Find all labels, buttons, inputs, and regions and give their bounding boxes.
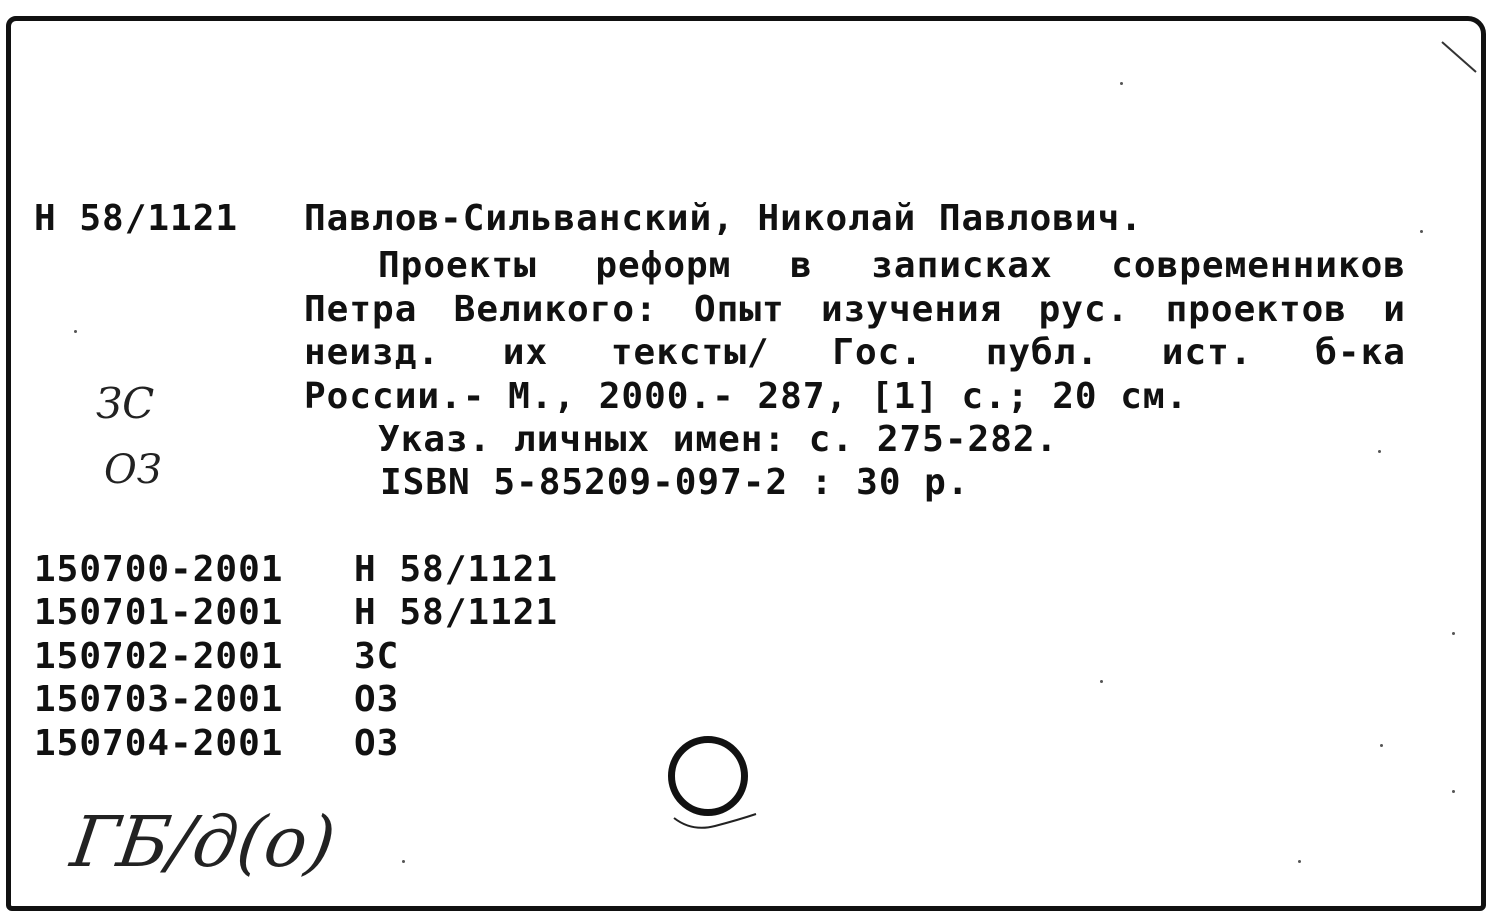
scan-speck [1420, 230, 1423, 233]
scan-speck [1452, 632, 1455, 635]
title-word: реформ [595, 245, 732, 286]
title-word: Петра [304, 289, 418, 330]
scan-speck [1100, 680, 1103, 683]
index-note: Указ. личных имен: с. 275-282. [378, 419, 1059, 460]
title-word: Гос. [832, 332, 923, 373]
holding-number: 150703-2001 [34, 679, 284, 720]
isbn-price: ISBN 5-85209-097-2 : 30 р. [380, 462, 970, 503]
imprint: России.- М., 2000.- 287, [1] с.; 20 см. [304, 376, 1189, 417]
holding-number: 150701-2001 [34, 592, 284, 633]
title-word: неизд. [304, 332, 441, 373]
title-word: изучения [820, 289, 1003, 330]
handwritten-bottom-note: ГБ/д(о) [66, 801, 341, 883]
scan-speck [1120, 82, 1123, 85]
title-word: рус. [1038, 289, 1130, 330]
title-word: записках [871, 245, 1053, 286]
handwritten-dept-zs: ЗС [96, 379, 155, 428]
holding-number: 150704-2001 [34, 723, 284, 764]
author-heading: Павлов-Сильванский, Николай Павлович. [304, 198, 1143, 239]
title-line-2 [304, 288, 1406, 331]
title-word: Проекты [378, 245, 537, 286]
title-word: и [1383, 289, 1406, 330]
scan-speck [1378, 450, 1381, 453]
holding-number: 150702-2001 [34, 636, 284, 677]
title-word: их [502, 332, 549, 373]
scan-speck [1452, 790, 1455, 793]
title-word: современников [1111, 245, 1406, 286]
corner-scratch [1440, 40, 1480, 80]
title-word: Великого: [453, 289, 658, 330]
scan-speck [74, 330, 77, 333]
title-word: б-ка [1315, 332, 1406, 373]
holding-location: ОЗ [354, 679, 400, 720]
call-number: Н 58/1121 [34, 198, 239, 239]
holding-number: 150700-2001 [34, 549, 284, 590]
title-word: в [789, 245, 813, 286]
title-line-3 [304, 331, 1406, 374]
title-word: проектов [1165, 289, 1347, 330]
handwritten-dept-oz: ОЗ [104, 447, 162, 493]
holding-location: ОЗ [354, 723, 400, 764]
punch-hole [668, 736, 748, 816]
scan-speck [402, 860, 405, 863]
scan-speck [1298, 860, 1301, 863]
scan-speck [1380, 744, 1383, 747]
title-word: публ. [985, 332, 1100, 373]
title-word: ист. [1161, 332, 1253, 373]
title-word: Опыт [693, 289, 785, 330]
holding-location: Н 58/1121 [354, 592, 559, 633]
punch-hole-shadow [672, 812, 758, 834]
title-line-1 [304, 244, 1406, 287]
holding-location: Н 58/1121 [354, 549, 559, 590]
holding-location: ЗС [354, 636, 400, 677]
title-word: тексты/ [610, 332, 770, 373]
